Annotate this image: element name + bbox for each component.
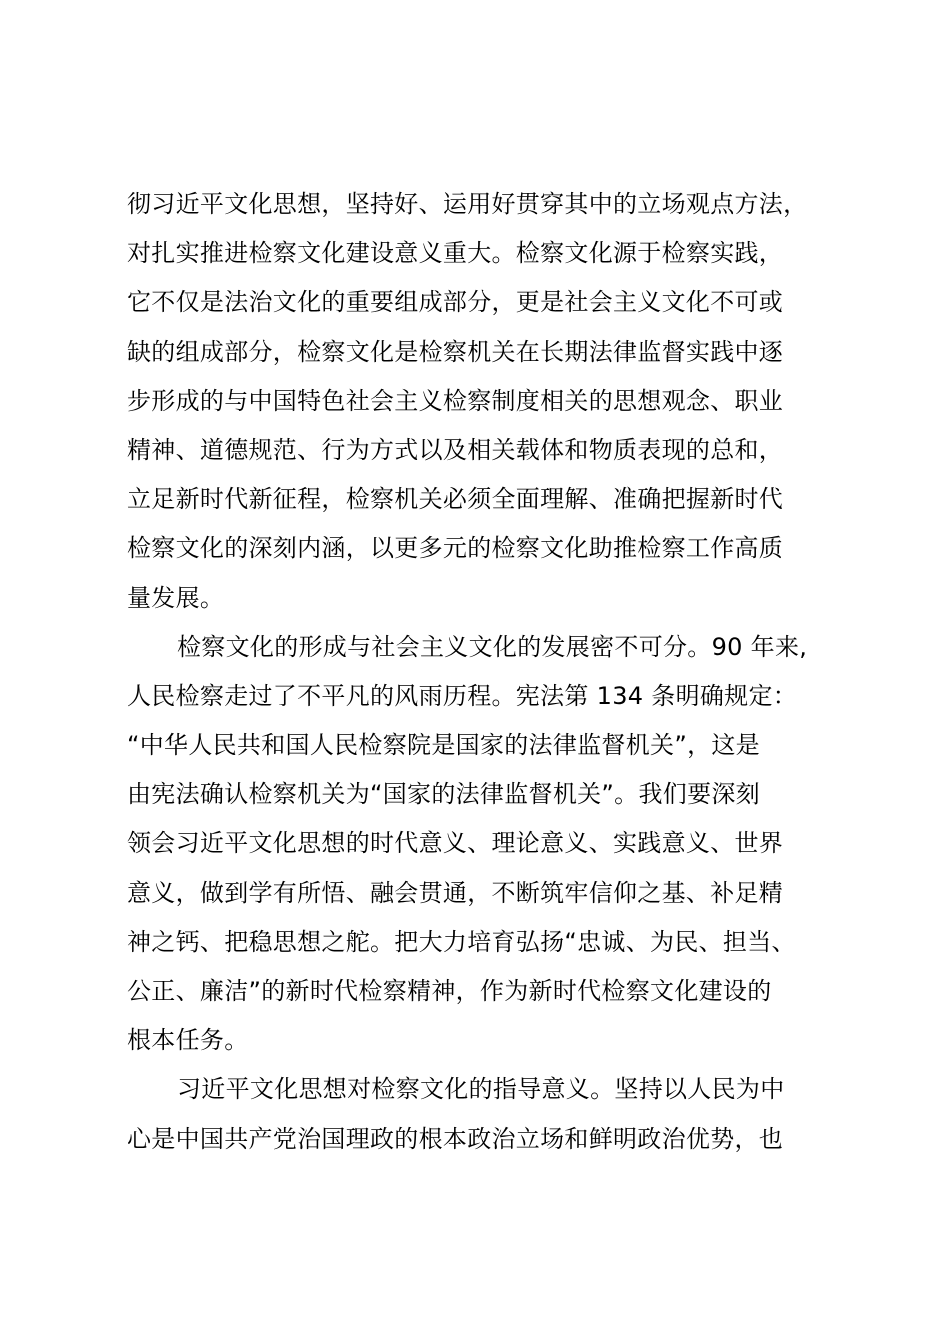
text-line: 缺的组成部分，检察文化是检察机关在长期法律监督实践中逐 bbox=[127, 337, 784, 366]
text-line: 步形成的与中国特色社会主义检察制度相关的思想观念、职业 bbox=[127, 386, 784, 415]
text-line: 由宪法确认检察机关为“国家的法律监督机关”。我们要深刻 bbox=[127, 780, 760, 809]
text-line: 精神、道德规范、行为方式以及相关载体和物质表现的总和， bbox=[127, 435, 784, 464]
text-line: 根本任务。 bbox=[127, 1026, 249, 1055]
text-line: 神之钙、把稳思想之舵。把大力培育弘扬“忠诚、为民、担当、 bbox=[127, 927, 796, 956]
text-line: 领会习近平文化思想的时代意义、理论意义、实践意义、世界 bbox=[127, 829, 784, 858]
paragraph-start-line: 习近平文化思想对检察文化的指导意义。坚持以人民为中 bbox=[177, 1075, 785, 1104]
paragraph-start-line: 检察文化的形成与社会主义文化的发展密不可分。90 年来, bbox=[177, 632, 808, 661]
body-text bbox=[127, 180, 852, 1164]
text-line: 公正、廉洁”的新时代检察精神，作为新时代检察文化建设的 bbox=[127, 977, 772, 1005]
text-line: 彻习近平文化思想，坚持好、运用好贯穿其中的立场观点方法， bbox=[127, 190, 808, 218]
text-line: “中华人民共和国人民检察院是国家的法律监督机关”，这是 bbox=[127, 731, 760, 760]
text-line: 它不仅是法治文化的重要组成部分，更是社会主义文化不可或 bbox=[127, 288, 784, 317]
text-line: 心是中国共产党治国理政的根本政治立场和鲜明政治优势，也 bbox=[127, 1124, 784, 1153]
text-line: 意义，做到学有所悟、融会贯通，不断筑牢信仰之基、补足精 bbox=[127, 878, 784, 907]
text-line: 人民检察走过了不平凡的风雨历程。宪法第 134 条明确规定： bbox=[127, 681, 798, 710]
text-line: 检察文化的深刻内涵，以更多元的检察文化助推检察工作高质 bbox=[127, 534, 784, 563]
text-line: 对扎实推进检察文化建设意义重大。检察文化源于检察实践， bbox=[127, 239, 784, 268]
text-line: 量发展。 bbox=[127, 583, 225, 612]
text-line: 立足新时代新征程，检察机关必须全面理解、准确把握新时代 bbox=[127, 485, 784, 514]
